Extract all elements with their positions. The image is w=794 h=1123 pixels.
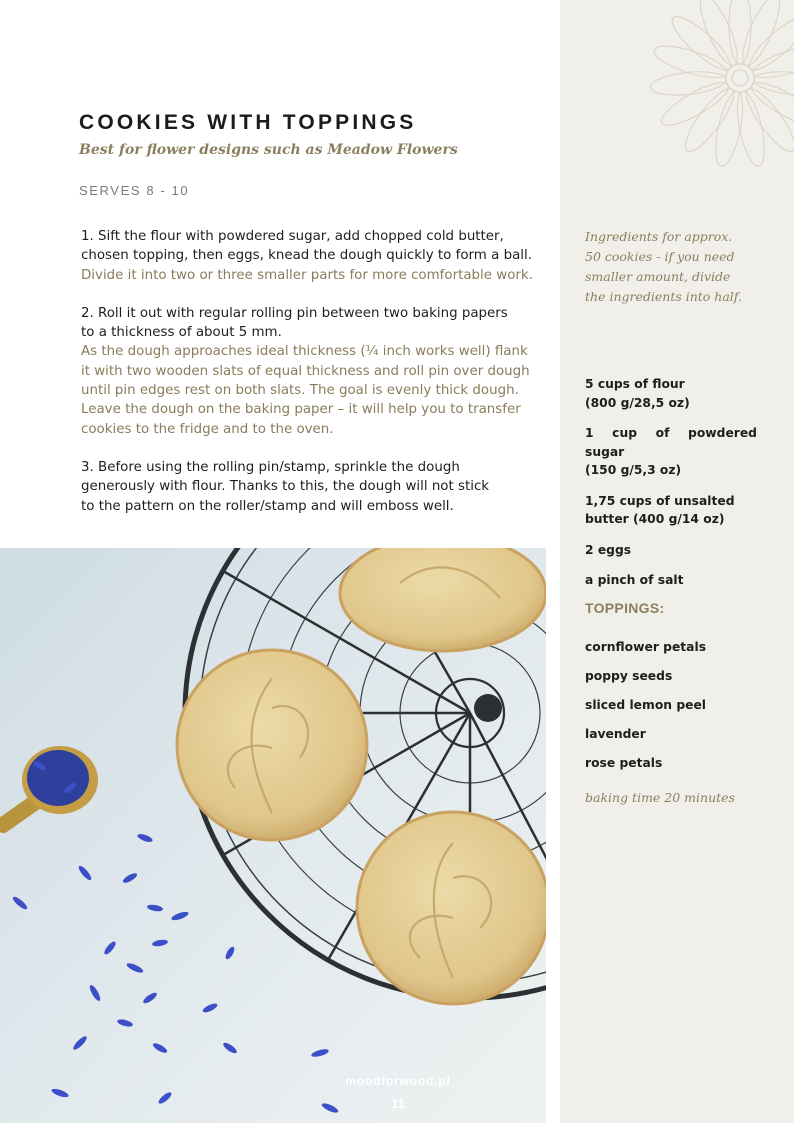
topping-item: poppy seeds	[585, 669, 673, 683]
page-number: 11	[391, 1096, 405, 1111]
baking-time: baking time 20 minutes	[585, 790, 735, 805]
toppings-heading: TOPPINGS:	[585, 600, 665, 616]
website-url: moodforwood.pl	[345, 1074, 451, 1088]
topping-item: cornflower petals	[585, 640, 707, 654]
topping-item: lavender	[585, 727, 646, 741]
ingredient-item: 2 eggs	[585, 542, 632, 557]
recipe-title: COOKIES WITH TOPPINGS	[79, 111, 417, 134]
recipe-subtitle: Best for flower designs such as Meadow Flowers	[79, 142, 458, 158]
topping-item: rose petals	[585, 756, 663, 770]
toppings-list	[585, 638, 706, 783]
daisy-flower-decoration	[600, 0, 794, 200]
step-3: 3. Before using the rolling pin/stamp, sprinkle the dough generously with flour. Thanks to this, the dough will not stick to the pattern on the roller/stamp and will emboss well.	[81, 459, 490, 514]
step-1: 1. Sift the flour with powdered sugar, add chopped cold butter, chosen topping, then eggs, knead the dough quickly to form a ball. Divide it into two or three smaller parts for more comfortable work.	[81, 229, 533, 283]
serves-label: SERVES 8 - 10	[79, 183, 190, 198]
cookies-photo	[0, 548, 546, 1123]
ingredient-item: 1,75 cups of unsalted butter (400 g/14 oz)	[585, 493, 735, 526]
ingredient-item: 1 cup of powdered sugar (150 g/5,3 oz)	[585, 426, 757, 477]
ingredient-item: a pinch of salt	[585, 573, 684, 587]
ingredients-list	[585, 375, 757, 602]
ingredient-item: 5 cups of flour (800 g/28,5 oz)	[585, 377, 690, 410]
instructions	[81, 227, 549, 535]
step-2: 2. Roll it out with regular rolling pin between two baking papers to a thickness of about 5 mm. As the dough approaches ideal thickness (¼ inch works well) flank it with two wooden slats of equal thickness and roll pin over dough until pin edges rest on both slats. The goal is evenly thick dough. Leave the dough on the baking paper – it will help you to transfer cookies to the fridge and to the oven.	[81, 305, 530, 437]
ingredients-note: Ingredients for approx. 50 cookies - if you need smaller amount, divide the ingredients into half.	[585, 229, 742, 304]
topping-item: sliced lemon peel	[585, 698, 707, 712]
